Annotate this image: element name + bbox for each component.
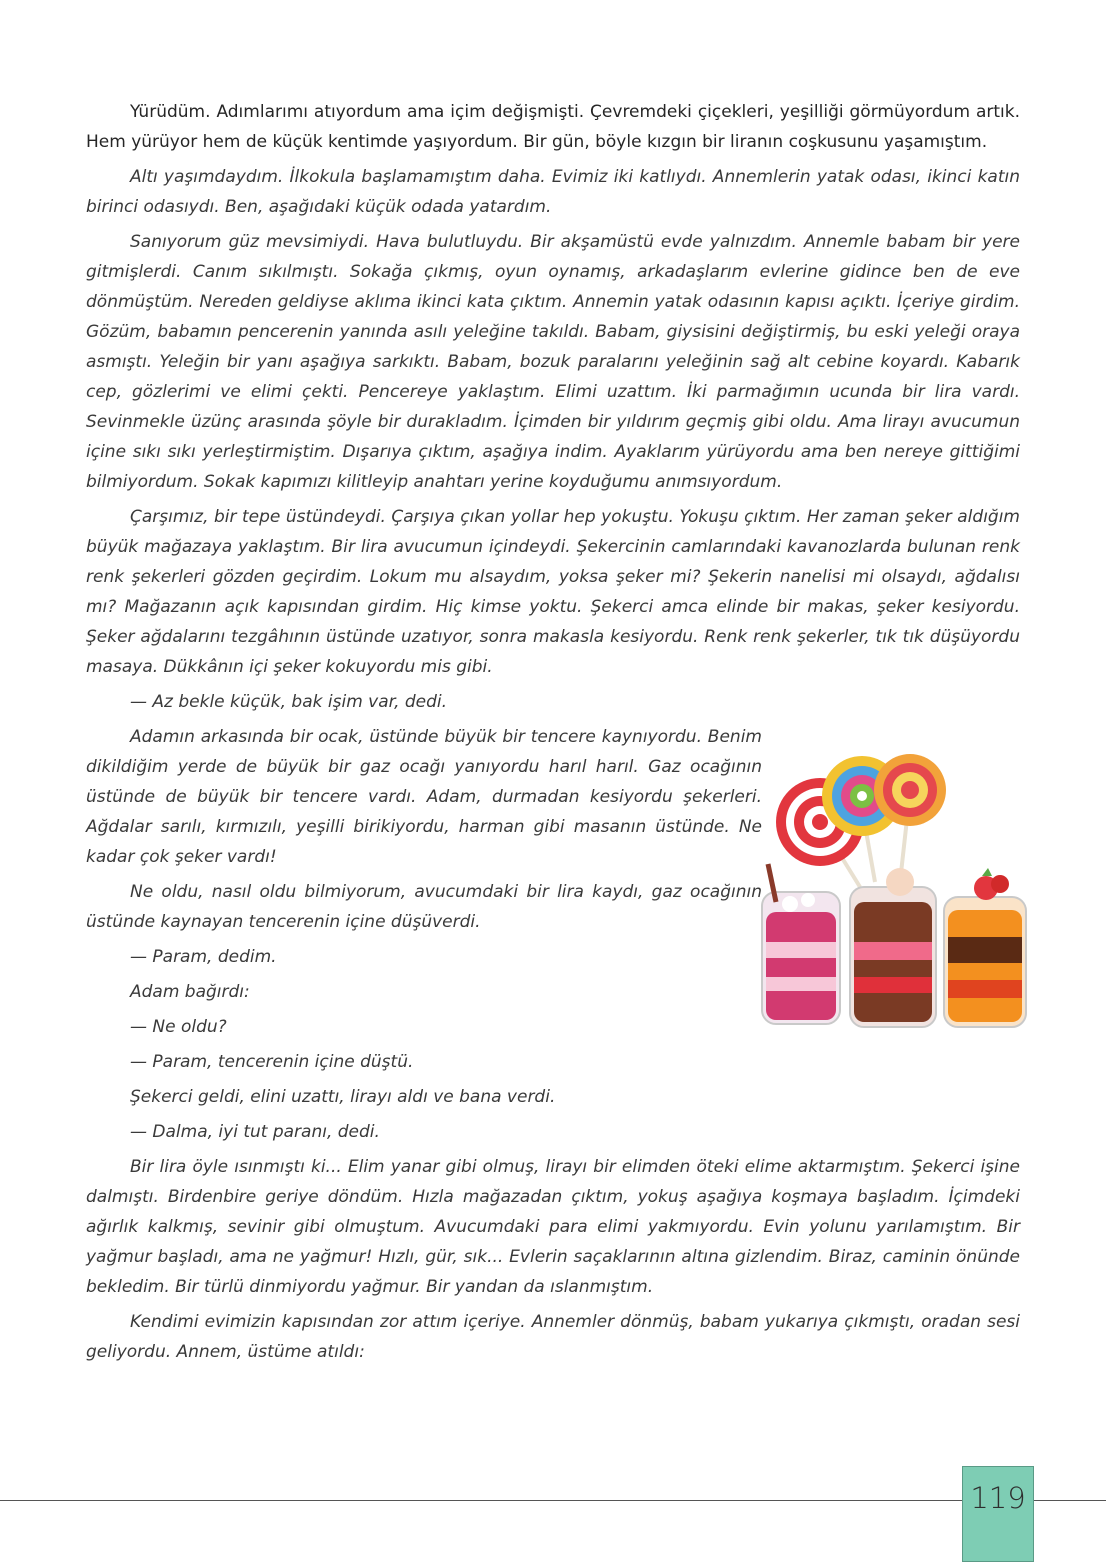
paragraph: Altı yaşımdaydım. İlkokula başlamamıştım daha. Evimiz iki katlıydı. Annemlerin yatak odası, ikinci katın birinci odasıydı. Ben, aşağıdaki küçük odada yatardım.: [86, 167, 1020, 217]
page-number: 119: [970, 1481, 1026, 1515]
dialogue-line: — Az bekle küçük, bak işim var, dedi.: [130, 692, 448, 712]
page-number-tab: [962, 1466, 1034, 1562]
dialogue-line: — Param, tencerenin içine düştü.: [130, 1052, 414, 1072]
dialogue-line: — Ne oldu?: [130, 1017, 227, 1037]
paragraph: Kendimi evimizin kapısından zor attım içeriye. Annemler dönmüş, babam yukarıya çıkmıştı, oradan sesi geliyordu. Annem, üstüme atıldı:: [86, 1312, 1020, 1362]
paragraph: Sanıyorum güz mevsimiydi. Hava bulutluydu. Bir akşamüstü evde yalnızdım. Annemle babam bir yere gitmişlerdi. Canım sıkılmıştı. Sokağa çıkmış, oyun oynamış, arkadaşlarım evlerine gidince ben de eve dönmüştüm. Nereden geldiyse aklıma ikinci kata çıktım. Annemin yatak odasının kapısı açıktı. İçeriye girdim. Gözüm, babamın pencerenin yanında asılı yeleğine takıldı. Babam, giysisini değiştirmiş, bu eski yeleği oraya asmıştı. Yeleğin bir yanı aşağıya sarkıktı. Babam, bozuk paralarını yeleğinin sağ alt cebine koyardı. Kabarık cep, gözlerimi ve elimi çekti. Pencereye yaklaştım. Elimi uzattım. İki parmağımın ucunda bir lira vardı. Sevinmekle üzünç arasında şöyle bir durakladım. İçimden bir yıldırım geçmiş gibi oldu. Ama lirayı avucumun içine sıkı sıkı yerleştirmiştim. Dışarıya çıktım, aşağıya indim. Ayaklarım yürüyordu ama ben nereye gittiğimi bilmiyordum. Sokak kapımızı kilitleyip anahtarı yerine koyduğumu anımsıyordum.: [86, 232, 1020, 492]
paragraph: Şekerci geldi, elini uzattı, lirayı aldı ve bana verdi.: [130, 1087, 556, 1107]
paragraph: Adamın arkasında bir ocak, üstünde büyük bir tencere kaynıyordu. Benim dikildiğim yerde de büyük bir gaz ocağı yanıyordu harıl harıl. Gaz ocağının üstünde de büyük bir tencere vardı. Adam, durmadan kesiyordu şekerleri. Ağdalar sarılı, kırmızılı, yeşilli birikiyordu, harman gibi masanın üstünde. Ne kadar çok şeker vardı!: [86, 727, 762, 867]
dialogue-line: — Param, dedim.: [130, 947, 277, 967]
footer-rule: [0, 1500, 1106, 1501]
paragraph: Ne oldu, nasıl oldu bilmiyorum, avucumdaki bir lira kaydı, gaz ocağının üstünde kaynayan tencerenin içine düşüverdi.: [86, 882, 762, 932]
paragraph: Yürüdüm. Adımlarımı atıyordum ama içim değişmişti. Çevremdeki çiçekleri, yeşilliği görmüyordum artık. Hem yürüyor hem de küçük kentimde yaşıyordum. Bir gün, böyle kızgın bir liranın coşkusunu yaşamıştım.: [86, 102, 1020, 152]
dialogue-line: Adam bağırdı:: [130, 982, 250, 1002]
dialogue-line: — Dalma, iyi tut paranı, dedi.: [130, 1122, 380, 1142]
candy-jars-with-lollipops-icon: [750, 752, 1030, 1032]
story-text: [86, 97, 1020, 1372]
paragraph: Bir lira öyle ısınmıştı ki... Elim yanar gibi olmuş, lirayı bir elimden öteki elime aktarmıştım. Şekerci işine dalmıştı. Birdenbire geriye döndüm. Hızla mağazadan çıktım, yokuş aşağıya koşmaya başladım. İçimdeki ağırlık kalkmış, sevinir gibi olmuştum. Avucumdaki para elimi yakmıyordu. Evin yolunu yarılamıştım. Bir yağmur başladı, ama ne yağmur! Hızlı, gür, sık... Evlerin saçaklarının altına gizlendim. Biraz, caminin önünde bekledim. Bir türlü dinmiyordu yağmur. Bir yandan da ıslanmıştım.: [86, 1157, 1020, 1297]
paragraph: Çarşımız, bir tepe üstündeydi. Çarşıya çıkan yollar hep yokuştu. Yokuşu çıktım. Her zaman şeker aldığım büyük mağazaya yaklaştım. Bir lira avucumun içindeydi. Şekercinin camlarındaki kavanozlarda bulunan renk renk şekerleri gözden geçirdim. Lokum mu alsaydım, yoksa şeker mi? Şekerin nanelisi mi olsaydı, ağdalısı mı? Mağazanın açık kapısından girdim. Hiç kimse yoktu. Şekerci amca elinde bir makas, şeker kesiyordu. Şeker ağdalarını tezgâhının üstünde uzatıyor, sonra makasla kesiyordu. Renk renk şekerler, tık tık düşüyordu masaya. Dükkânın içi şeker kokuyordu mis gibi.: [86, 507, 1020, 677]
